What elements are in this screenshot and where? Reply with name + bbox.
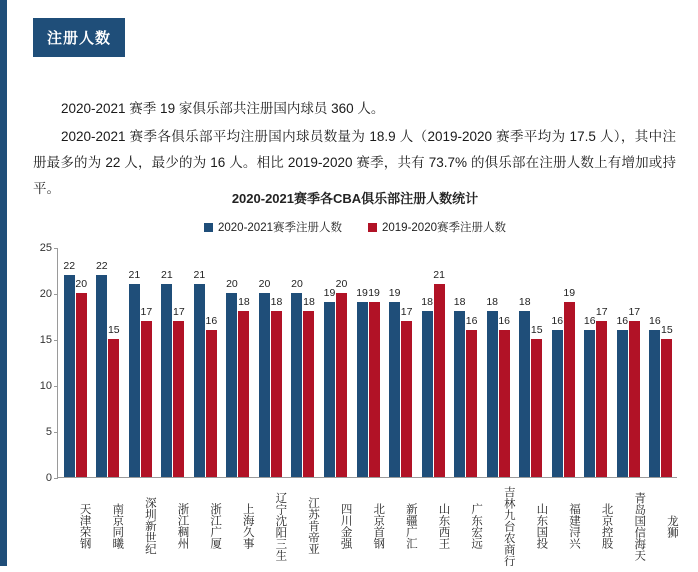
x-axis-label: 天津荣钢 xyxy=(78,503,91,549)
bar xyxy=(453,296,466,477)
chart-axis-area xyxy=(39,242,677,484)
bar-value-label: 18 xyxy=(421,296,433,309)
y-axis-tick-mark xyxy=(54,386,58,387)
bar xyxy=(128,268,141,477)
y-axis-tick-label: 10 xyxy=(39,380,52,392)
bar-group xyxy=(254,248,287,477)
chart-legend xyxy=(21,219,689,235)
x-axis-label: 辽宁沈阳三生 xyxy=(274,491,287,561)
bar xyxy=(368,287,380,477)
bar-value-label: 17 xyxy=(173,305,185,318)
bar xyxy=(291,278,303,477)
x-axis-label: 山东国投 xyxy=(535,503,548,549)
bar xyxy=(465,314,478,477)
bar xyxy=(107,324,120,477)
bar xyxy=(173,305,185,477)
bar xyxy=(193,268,206,477)
bar-value-label: 20 xyxy=(75,278,88,290)
bar-value-label: 16 xyxy=(498,314,511,327)
x-axis-label-cell xyxy=(613,480,646,572)
bar xyxy=(628,305,641,477)
legend-swatch-series2 xyxy=(368,223,377,232)
x-axis-label: 北京首钢 xyxy=(372,503,385,549)
bar-value-label: 17 xyxy=(628,305,641,318)
x-axis-label: 山东西王 xyxy=(437,503,450,549)
y-axis-tick-label: 5 xyxy=(45,426,52,438)
bar-value-label: 16 xyxy=(551,314,564,327)
bar-value-label: 16 xyxy=(205,314,218,327)
bar xyxy=(226,278,238,477)
x-axis-label-cell xyxy=(352,480,385,572)
bar-group xyxy=(189,248,222,477)
bar-value-label: 16 xyxy=(583,314,596,327)
bar xyxy=(486,296,499,477)
bar xyxy=(335,278,348,477)
bar xyxy=(75,278,88,477)
x-axis-label: 青岛国信海天 xyxy=(633,491,646,561)
bar-group xyxy=(449,248,482,477)
bar xyxy=(270,296,283,477)
bar-value-label: 20 xyxy=(335,278,348,290)
bar xyxy=(63,259,76,477)
legend-item-series1 xyxy=(204,219,342,235)
bar-group xyxy=(580,248,613,477)
bar-value-label: 18 xyxy=(303,296,315,309)
x-axis-label-cell xyxy=(254,480,287,572)
bar-value-label: 16 xyxy=(616,314,629,327)
x-axis-label-cell xyxy=(547,480,580,572)
bar-group xyxy=(514,248,547,477)
paragraph-registration-average: 2020-2021 赛季各俱乐部平均注册国内球员数量为 18.9 人（2019-2020 赛季平均为 17.5 人），其中注册最多的为 22 人，最少的为 16 人。相比 2019-2020 赛季，共有 73.7% 的俱乐部在注册人数上有增加或持平。 xyxy=(33,128,676,196)
bar xyxy=(161,268,173,477)
bar xyxy=(595,305,608,477)
bar xyxy=(583,314,596,477)
bar-value-label: 15 xyxy=(107,324,120,336)
x-axis-label: 浙江广厦 xyxy=(209,503,222,549)
legend-label-series1: 2020-2021赛季注册人数 xyxy=(218,222,342,234)
bar-value-label: 22 xyxy=(63,259,76,272)
bar xyxy=(660,324,673,477)
x-axis-label-cell xyxy=(384,480,417,572)
bar-group xyxy=(92,248,125,477)
bar-value-label: 18 xyxy=(486,296,499,309)
x-axis-label: 上海久事 xyxy=(241,503,254,549)
x-axis-label: 广东宏远 xyxy=(470,503,483,549)
chart-bars xyxy=(59,248,677,477)
y-axis-tick-mark xyxy=(54,248,58,249)
bar xyxy=(140,305,153,477)
x-axis-label-cell xyxy=(482,480,515,572)
x-axis-label-cell xyxy=(515,480,548,572)
bar-group xyxy=(612,248,645,477)
bar xyxy=(400,305,413,477)
bar-value-label: 21 xyxy=(128,268,141,281)
page-left-accent-bar xyxy=(0,0,7,566)
bar-group xyxy=(124,248,157,477)
x-axis-label-cell xyxy=(189,480,222,572)
bar-group xyxy=(222,248,255,477)
bar-group xyxy=(59,248,92,477)
bar-group xyxy=(287,248,320,477)
bar-value-label: 18 xyxy=(518,296,531,309)
paragraph-registration-total: 2020-2021 赛季 19 家俱乐部共注册国内球员 360 人。 xyxy=(61,100,385,116)
bar xyxy=(356,287,368,477)
bar xyxy=(518,296,531,477)
legend-item-series2 xyxy=(368,219,506,235)
x-axis-label: 吉林九台农商行 xyxy=(502,485,515,567)
y-axis-tick-label: 25 xyxy=(39,242,52,254)
bar xyxy=(551,314,564,477)
bar-value-label: 15 xyxy=(660,324,673,336)
bar-group xyxy=(157,248,190,477)
y-axis-tick-mark xyxy=(54,340,58,341)
bar-group xyxy=(482,248,515,477)
bar xyxy=(498,314,511,477)
x-axis-label-cell xyxy=(580,480,613,572)
x-axis-label: 浙江稠州 xyxy=(176,503,189,549)
bar xyxy=(238,296,250,477)
bar-value-label: 19 xyxy=(388,287,401,300)
bar xyxy=(648,314,661,477)
bar-value-label: 20 xyxy=(226,278,238,290)
bar-value-label: 17 xyxy=(140,305,153,318)
x-axis-label-cell xyxy=(417,480,450,572)
bar-group xyxy=(547,248,580,477)
bar-group xyxy=(352,248,385,477)
x-axis-label: 深圳新世纪 xyxy=(143,497,156,555)
bar-value-label: 16 xyxy=(648,314,661,327)
bar-value-label: 21 xyxy=(161,268,173,281)
y-axis-tick-mark xyxy=(54,432,58,433)
bar xyxy=(303,296,315,477)
legend-label-series2: 2019-2020赛季注册人数 xyxy=(382,222,506,234)
x-axis-label: 江苏肯帝亚 xyxy=(307,497,319,555)
bar-value-label: 21 xyxy=(433,268,445,281)
bar-value-label: 19 xyxy=(563,287,576,300)
x-axis-label-cell xyxy=(123,480,156,572)
x-axis-label: 龙狮 xyxy=(665,514,678,538)
page-content xyxy=(7,0,698,566)
x-axis-label-cell xyxy=(645,480,678,572)
bar-group xyxy=(319,248,352,477)
y-axis-tick-label: 0 xyxy=(45,472,52,484)
bar-value-label: 19 xyxy=(368,287,380,300)
y-axis-tick-label: 15 xyxy=(39,334,52,346)
bar-value-label: 16 xyxy=(465,314,478,327)
bar-value-label: 19 xyxy=(356,287,368,300)
bar xyxy=(421,296,433,477)
section-badge: 注册人数 xyxy=(33,18,125,57)
bar xyxy=(563,287,576,477)
bar-value-label: 18 xyxy=(238,296,250,309)
bar-value-label: 18 xyxy=(270,296,283,309)
bar-value-label: 22 xyxy=(95,259,108,272)
x-axis-label: 四川金强 xyxy=(339,503,352,549)
bar xyxy=(616,314,629,477)
x-axis-label-cell xyxy=(450,480,483,572)
x-axis-label-cell xyxy=(286,480,319,572)
x-axis-label-cell xyxy=(58,480,91,572)
bar xyxy=(433,268,445,477)
bar-value-label: 20 xyxy=(258,278,271,290)
bar-group xyxy=(417,248,450,477)
x-axis-label-cell xyxy=(156,480,189,572)
x-axis-label-cell xyxy=(91,480,124,572)
bar xyxy=(258,278,271,477)
y-axis-tick-mark xyxy=(54,294,58,295)
bar-value-label: 15 xyxy=(530,324,543,336)
legend-swatch-series1 xyxy=(204,223,213,232)
bar-group xyxy=(384,248,417,477)
bar-value-label: 19 xyxy=(323,287,336,300)
x-axis-label: 福建浔兴 xyxy=(568,503,580,549)
bar-value-label: 20 xyxy=(291,278,303,290)
bar xyxy=(388,287,401,477)
chart-title: 2020-2021赛季各CBA俱乐部注册人数统计 xyxy=(231,191,479,206)
bar xyxy=(323,287,336,477)
bar-value-label: 18 xyxy=(453,296,466,309)
chart-plot xyxy=(21,242,689,567)
bar xyxy=(205,314,218,477)
y-axis-tick-mark xyxy=(54,478,58,479)
chart-container xyxy=(21,186,689,567)
x-axis-label: 北京控股 xyxy=(600,503,613,549)
x-axis-label: 南京同曦 xyxy=(111,503,124,549)
bar-group xyxy=(645,248,678,477)
x-axis-label-cell xyxy=(319,480,352,572)
x-axis-label: 新疆广汇 xyxy=(404,503,417,549)
y-axis-tick-label: 20 xyxy=(39,288,52,300)
bar-value-label: 17 xyxy=(400,305,413,318)
chart-x-axis-labels xyxy=(58,480,678,572)
bar-value-label: 17 xyxy=(595,305,608,318)
bar xyxy=(95,259,108,477)
x-axis-label-cell xyxy=(221,480,254,572)
bar-value-label: 21 xyxy=(193,268,206,281)
bar xyxy=(530,324,543,477)
